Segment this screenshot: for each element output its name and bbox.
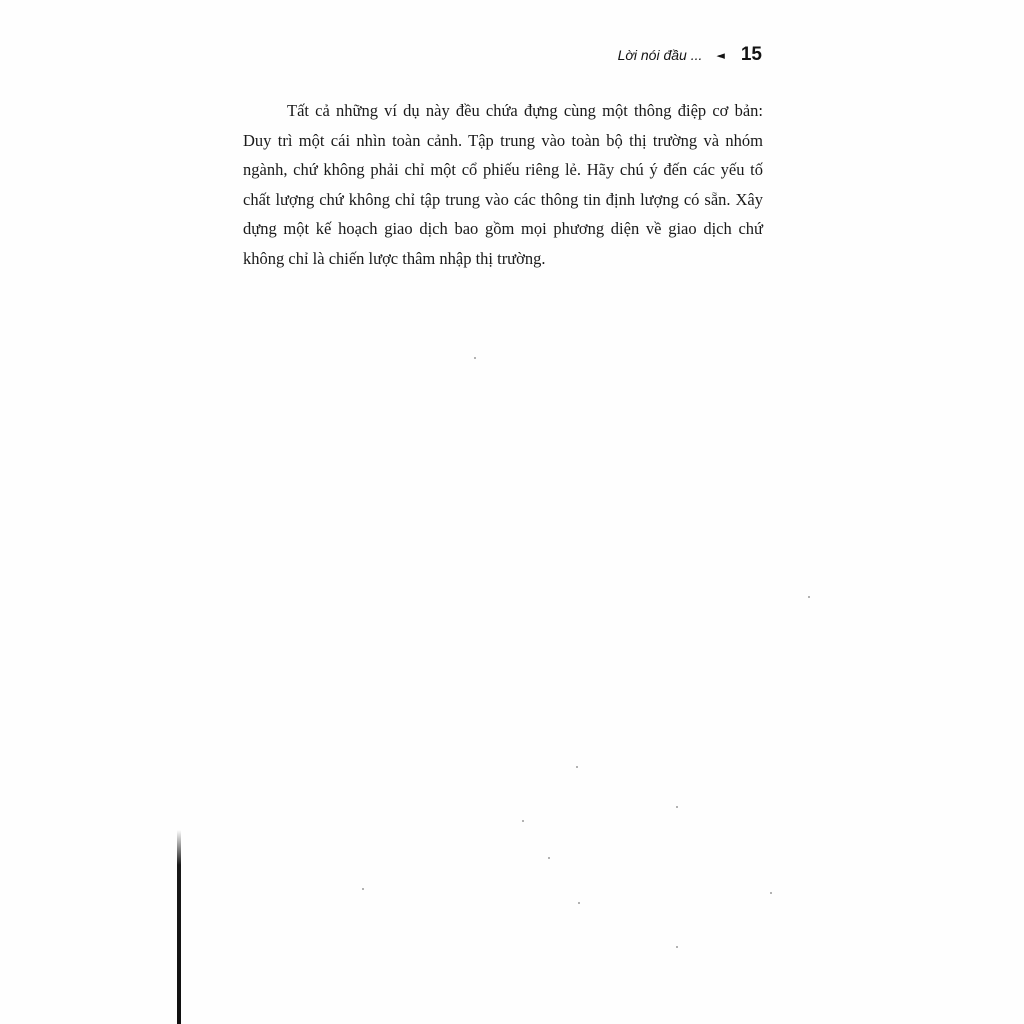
paper-speck <box>522 820 524 822</box>
paper-speck <box>808 596 810 598</box>
paper-speck <box>548 857 550 859</box>
paper-speck <box>578 902 580 904</box>
body-paragraph: Tất cả những ví dụ này đều chứa đựng cùng một thông điệp cơ bản: Duy trì một cái nhìn toàn cảnh. Tập trung vào toàn bộ thị trường và nhóm ngành, chứ không phải chỉ một cổ phiếu riêng lẻ. Hãy chú ý đến các yếu tố chất lượng chứ không chỉ tập trung vào các thông tin định lượng có sẵn. Xây dựng một kế hoạch giao dịch bao gồm mọi phương diện về giao dịch chứ không chỉ là chiến lược thâm nhập thị trường. <box>243 101 763 268</box>
paper-speck <box>676 806 678 808</box>
paper-speck <box>770 892 772 894</box>
left-arrow-icon: ◄ <box>716 48 725 62</box>
paper-speck <box>676 946 678 948</box>
page-number: 15 <box>740 44 762 65</box>
chapter-title: Lời nói đầu ... <box>617 47 703 63</box>
binding-shadow <box>177 830 181 1024</box>
paper-speck <box>362 888 364 890</box>
paper-speck <box>576 766 578 768</box>
paper-speck <box>474 357 476 359</box>
running-header <box>618 44 762 66</box>
